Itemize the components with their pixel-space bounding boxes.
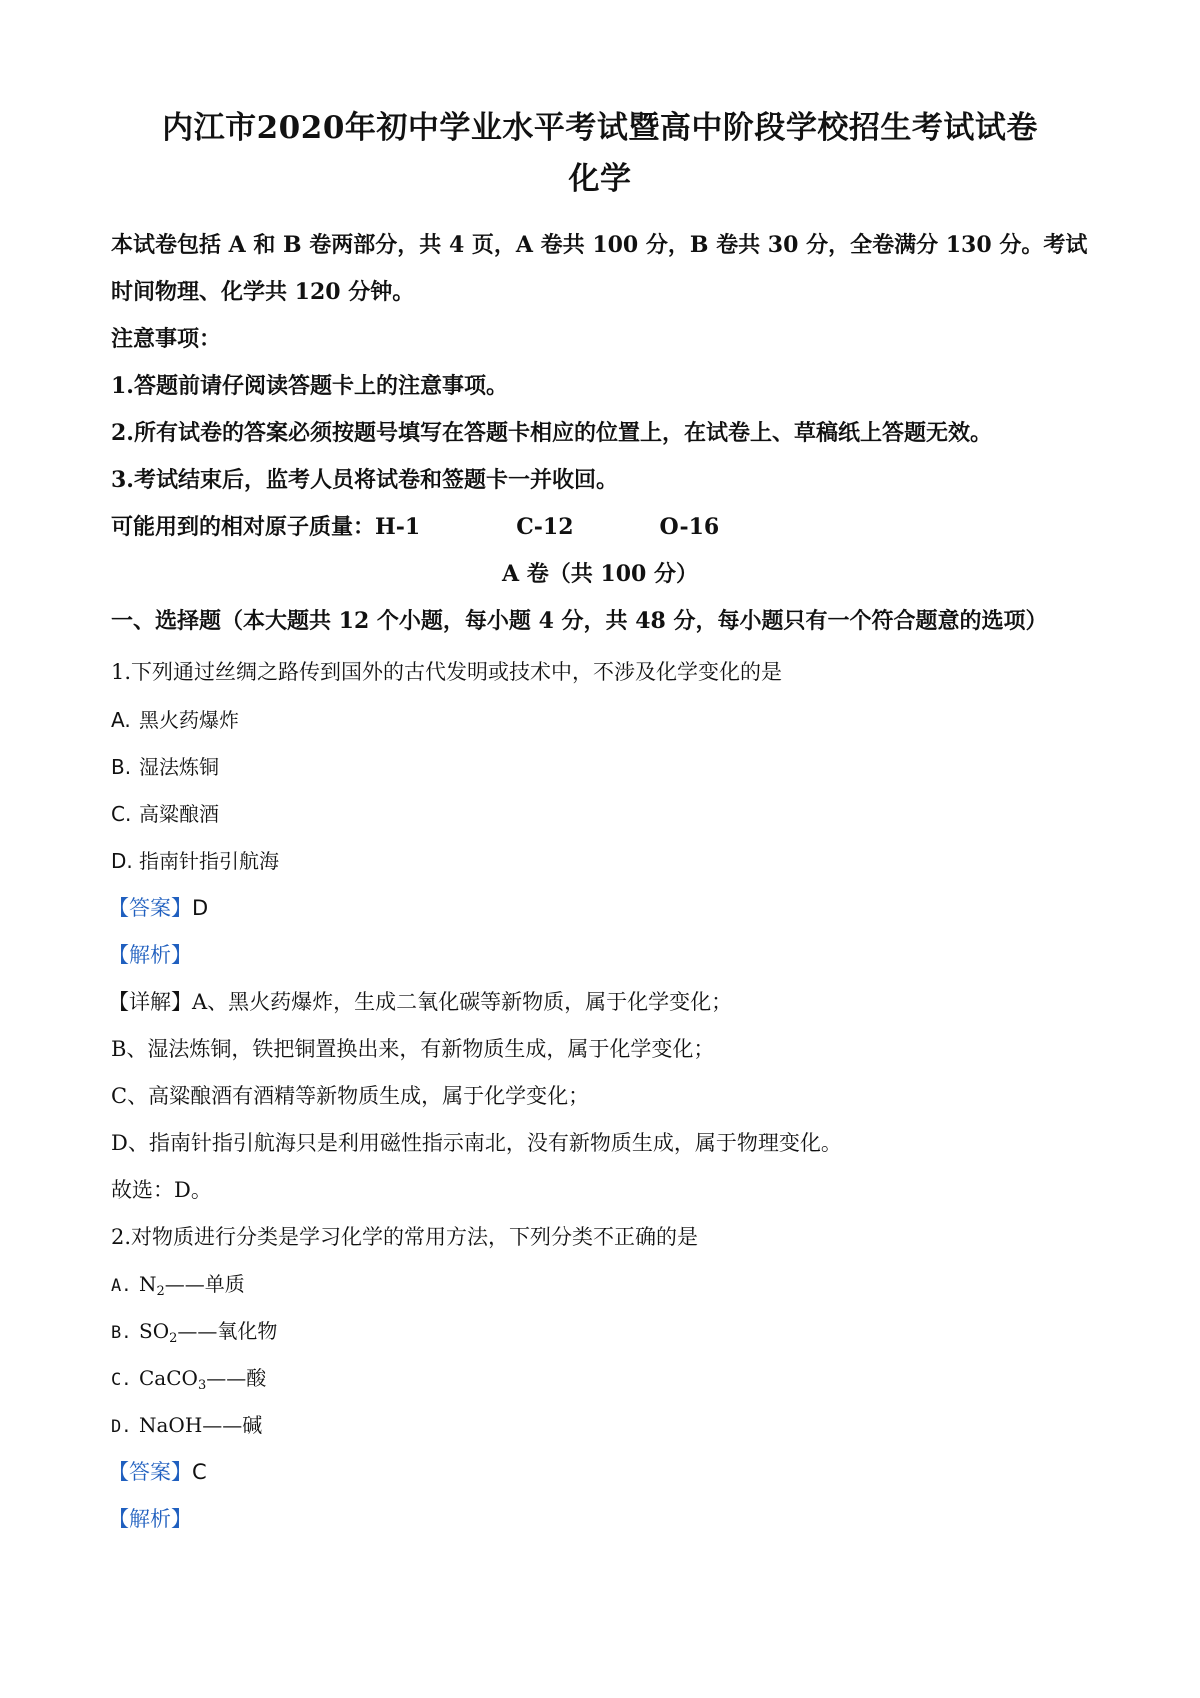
exam-title: 内江市2020年初中学业水平考试暨高中阶段学校招生考试试卷: [162, 110, 1038, 146]
q1-analysis-tag: 【解析】: [108, 943, 192, 967]
option-formula: CaCO: [139, 1366, 198, 1390]
answer-value: C: [192, 1460, 207, 1484]
notes-heading: 注意事项：: [111, 326, 222, 352]
option-letter: B.: [111, 1323, 132, 1343]
option-letter: A.: [111, 1276, 132, 1296]
atomic-mass-c: C-12: [516, 514, 574, 540]
q1-detail-3: C、高粱酿酒有酒精等新物质生成，属于化学变化；: [111, 1084, 590, 1108]
q2-analysis-tag: 【解析】: [108, 1507, 192, 1531]
option-letter: D.: [111, 849, 133, 873]
option-text: 湿法炼铜: [139, 755, 219, 779]
atomic-mass-line: [111, 510, 719, 541]
q1-stem: 1.下列通过丝绸之路传到国外的古代发明或技术中，不涉及化学变化的是: [111, 660, 783, 684]
option-text: ——氧化物: [177, 1319, 278, 1343]
atomic-mass-h: H-1: [375, 514, 421, 540]
q2-option-c: [111, 1362, 266, 1393]
option-text: ——单质: [164, 1272, 245, 1296]
option-formula-sub: 3: [197, 1378, 207, 1393]
note-item-1: 1.答题前请仔阅读答题卡上的注意事项。: [111, 373, 508, 399]
section-a-title: A 卷（共 100 分）: [502, 561, 698, 587]
option-letter: A.: [111, 708, 131, 732]
option-text: ——酸: [206, 1366, 267, 1390]
answer-tag: 【答案】: [108, 896, 192, 920]
option-letter: C.: [111, 1370, 132, 1390]
note-item-2: 2.所有试卷的答案必须按题号填写在答题卡相应的位置上，在试卷上、草稿纸上答题无效。: [111, 420, 992, 446]
intro-line-2: 时间物理、化学共 120 分钟。: [111, 279, 415, 305]
q1-detail-1: 【详解】A、黑火药爆炸，生成二氧化碳等新物质，属于化学变化；: [108, 990, 733, 1014]
option-text: 指南针指引航海: [139, 849, 279, 873]
note-item-3: 3.考试结束后，监考人员将试卷和签题卡一并收回。: [111, 467, 618, 493]
q1-option-c: [111, 798, 219, 827]
q2-option-d: [111, 1409, 262, 1438]
option-formula-sub: 2: [156, 1284, 165, 1299]
q1-option-d: [111, 845, 279, 874]
atomic-mass-label: 可能用到的相对原子质量：: [111, 514, 376, 540]
option-text: ——碱: [202, 1413, 263, 1437]
q1-option-b: [111, 751, 219, 780]
q1-detail-5: 故选：D。: [111, 1178, 212, 1202]
option-formula-sub: 2: [169, 1331, 178, 1346]
answer-tag: 【答案】: [108, 1460, 192, 1484]
q1-answer: [108, 892, 208, 922]
part1-heading: 一、选择题（本大题共 12 个小题，每小题 4 分，共 48 分，每小题只有一个符合题意的选项）: [111, 608, 1048, 634]
option-formula: N: [139, 1272, 157, 1296]
q2-stem: 2.对物质进行分类是学习化学的常用方法，下列分类不正确的是: [111, 1225, 699, 1249]
option-letter: B.: [111, 755, 132, 779]
option-formula: NaOH: [139, 1413, 203, 1437]
option-text: 高粱酿酒: [139, 802, 219, 826]
subject-title: 化学: [568, 161, 632, 197]
q1-detail-2: B、湿法炼铜，铁把铜置换出来，有新物质生成，属于化学变化；: [111, 1037, 715, 1061]
q2-answer: [108, 1456, 207, 1486]
option-text: 黑火药爆炸: [139, 708, 239, 732]
intro-line-1: 本试卷包括 A 和 B 卷两部分，共 4 页，A 卷共 100 分，B 卷共 30 分，全卷满分 130 分。考试: [111, 232, 1088, 258]
q1-detail-4: D、指南针指引航海只是利用磁性指示南北，没有新物质生成，属于物理变化。: [111, 1131, 842, 1155]
atomic-mass-o: O-16: [659, 514, 720, 540]
q1-option-a: [111, 704, 239, 733]
answer-value: D: [192, 896, 209, 920]
option-letter: D.: [111, 1417, 132, 1437]
q2-option-b: [111, 1315, 277, 1346]
option-formula: SO: [139, 1319, 170, 1343]
option-letter: C.: [111, 802, 132, 826]
q2-option-a: [111, 1268, 245, 1299]
